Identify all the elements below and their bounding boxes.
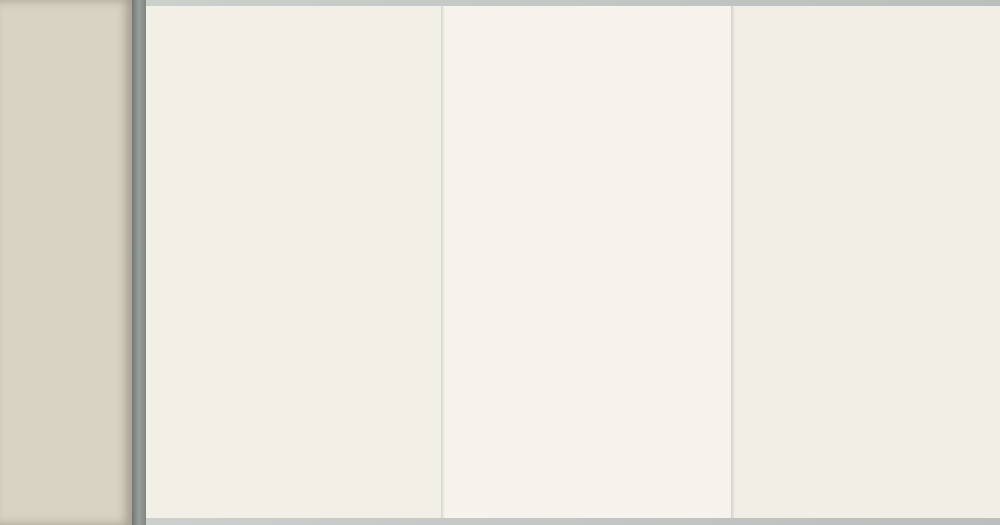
left-page <box>0 0 132 525</box>
foldout-table-page <box>146 6 1000 518</box>
equipment-table <box>146 6 1000 518</box>
book-gutter <box>132 0 146 525</box>
